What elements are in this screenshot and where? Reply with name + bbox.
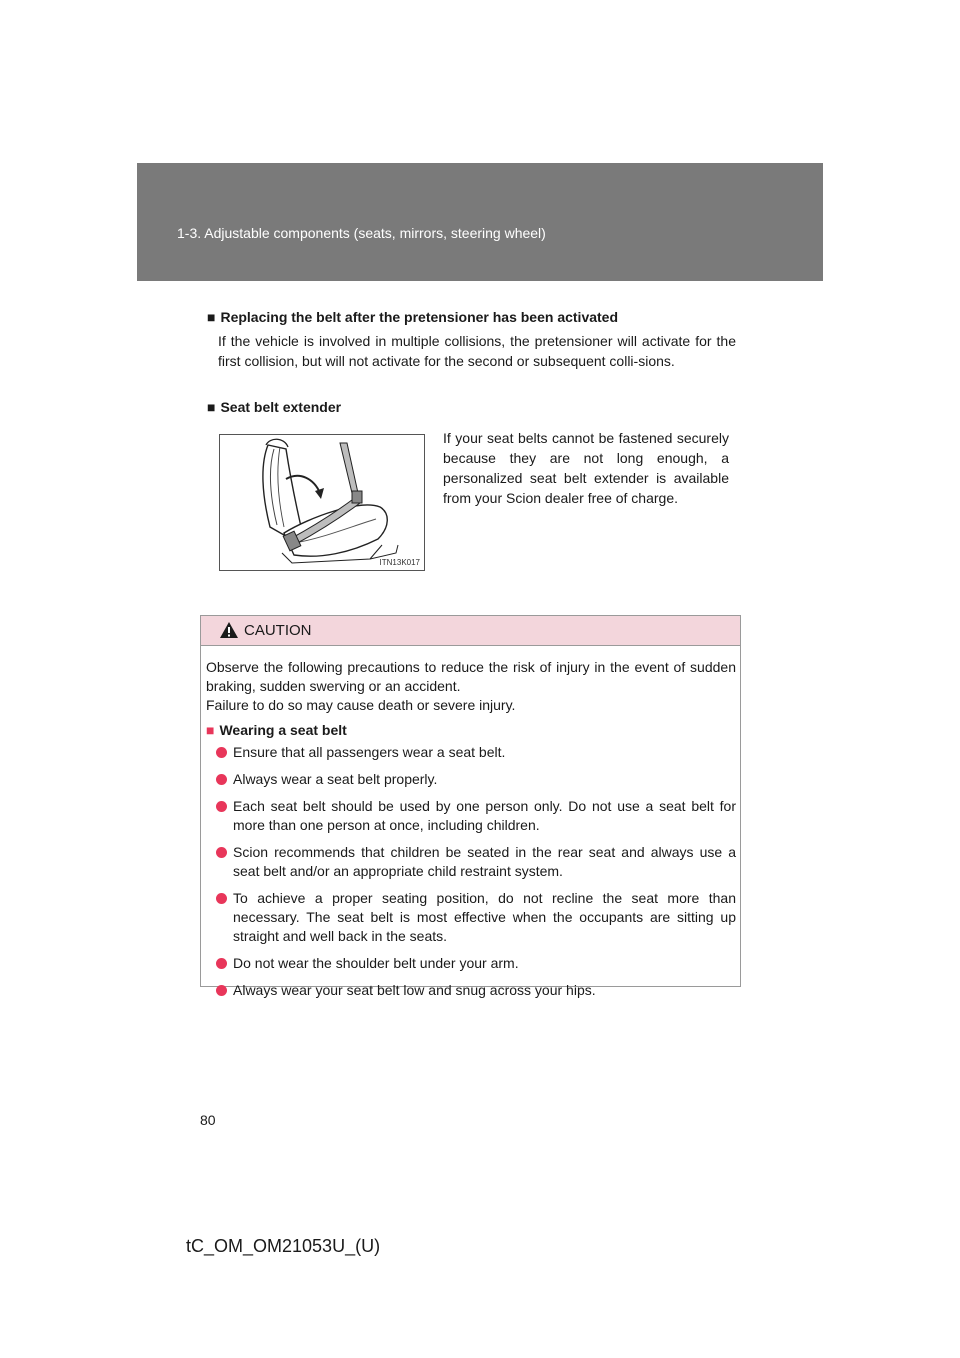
heading-extender: [207, 399, 341, 415]
bullet-text: To achieve a proper seating position, do not recline the seat more than necessary. The seat belt is most effective when the occupants are sitting up straight and well back in the seats.: [233, 890, 736, 944]
caution-intro-line: Failure to do so may cause death or severe injury.: [206, 697, 516, 713]
caution-bullet: [216, 954, 736, 973]
extender-paragraph: If your seat belts cannot be fastened securely because they are not long enough, a personalized seat belt extender is available from your Scion dealer free of charge.: [443, 430, 729, 506]
bullet-text: Each seat belt should be used by one person only. Do not use a seat belt for more than one person at once, including children.: [233, 798, 736, 833]
heading-pretensioner: [207, 309, 618, 325]
subheading-marker: ■: [206, 722, 215, 738]
heading-marker: ■: [207, 309, 216, 325]
bullet-dot-icon: [216, 847, 227, 858]
caution-title: CAUTION: [244, 622, 312, 639]
heading-text: Replacing the belt after the pretensioner has been activated: [220, 309, 619, 325]
bullet-text: Do not wear the shoulder belt under your arm.: [233, 955, 519, 971]
caution-bullet: [216, 843, 736, 881]
caution-box: [200, 615, 741, 998]
bullet-text: Always wear your seat belt low and snug across your hips.: [233, 982, 596, 998]
caution-bullet: [216, 797, 736, 835]
bullet-dot-icon: [216, 985, 227, 996]
caution-header: [201, 616, 740, 646]
bullet-dot-icon: [216, 893, 227, 904]
seat-illustration: [220, 435, 424, 570]
bullet-dot-icon: [216, 801, 227, 812]
page-number: 80: [200, 1112, 216, 1128]
document-code: tC_OM_OM21053U_(U): [186, 1236, 381, 1256]
caution-subheading: [206, 722, 347, 738]
pretensioner-paragraph: If the vehicle is involved in multiple collisions, the pretensioner will activate for the first collision, but will not activate for the second or subsequent colli-sions.: [218, 333, 736, 369]
subheading-text: Wearing a seat belt: [219, 722, 347, 738]
caution-bullet: [216, 981, 736, 1000]
caution-bullet-list: [216, 743, 736, 1008]
section-title: 1-3. Adjustable components (seats, mirrors, steering wheel): [177, 225, 546, 241]
bullet-text: Scion recommends that children be seated in the rear seat and always use a seat belt and/or an appropriate child restraint system.: [233, 844, 736, 879]
bullet-dot-icon: [216, 747, 227, 758]
caution-bullet: [216, 743, 736, 762]
caution-intro: [206, 658, 736, 715]
caution-bullet: [216, 770, 736, 789]
heading-marker: ■: [207, 399, 216, 415]
caution-bullet: [216, 889, 736, 946]
bullet-text: Always wear a seat belt properly.: [233, 771, 438, 787]
bullet-dot-icon: [216, 958, 227, 969]
bullet-text: Ensure that all passengers wear a seat belt.: [233, 744, 506, 760]
header-band: [137, 163, 823, 281]
caution-intro-line: Observe the following precautions to reduce the risk of injury in the event of sudden braking, sudden swerving or an accident.: [206, 659, 736, 694]
warning-triangle-icon: [219, 621, 239, 639]
figure-code: ITN13K017: [379, 558, 420, 567]
seat-belt-figure: [219, 434, 425, 571]
bullet-dot-icon: [216, 774, 227, 785]
heading-text: Seat belt extender: [220, 399, 342, 415]
